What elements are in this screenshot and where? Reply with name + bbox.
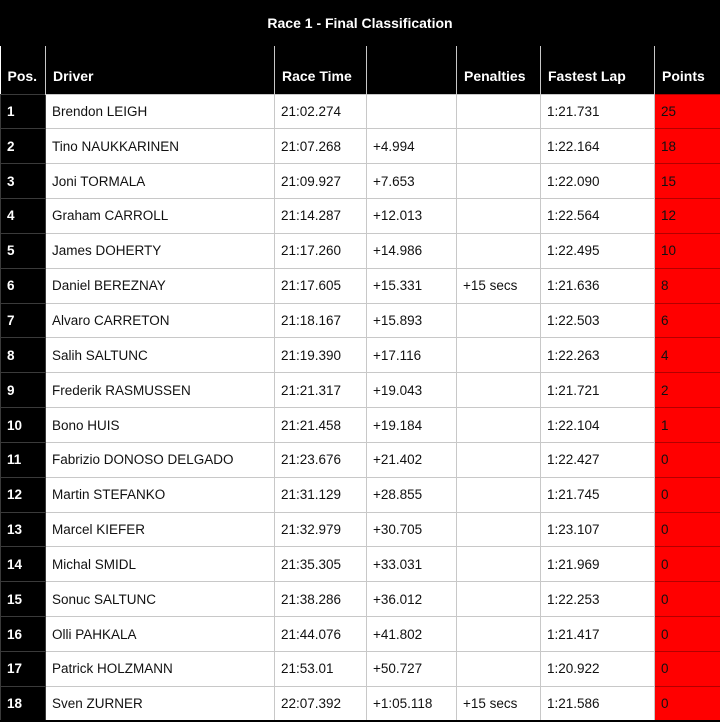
table-row bbox=[1, 477, 720, 512]
points-cell: 18 bbox=[655, 129, 720, 164]
driver-cell: Graham CARROLL bbox=[46, 199, 275, 234]
table-row bbox=[1, 512, 720, 547]
points-cell: 4 bbox=[655, 338, 720, 373]
gap-cell: +19.043 bbox=[367, 373, 457, 408]
driver-cell: Daniel BEREZNAY bbox=[46, 268, 275, 303]
pos-cell: 8 bbox=[1, 338, 46, 373]
pos-cell: 2 bbox=[1, 129, 46, 164]
gap-cell: +4.994 bbox=[367, 129, 457, 164]
points-cell: 8 bbox=[655, 268, 720, 303]
gap-cell: +50.727 bbox=[367, 652, 457, 687]
points-cell: 25 bbox=[655, 94, 720, 129]
points-cell: 0 bbox=[655, 652, 720, 687]
penalty-cell bbox=[457, 512, 541, 547]
race-time-cell: 21:38.286 bbox=[275, 582, 367, 617]
penalty-cell bbox=[457, 617, 541, 652]
header-row bbox=[1, 46, 720, 94]
fastest-lap-cell: 1:21.745 bbox=[541, 477, 655, 512]
driver-cell: Fabrizio DONOSO DELGADO bbox=[46, 442, 275, 477]
fastest-lap-cell: 1:22.263 bbox=[541, 338, 655, 373]
fastest-lap-cell: 1:22.503 bbox=[541, 303, 655, 338]
results-table bbox=[0, 46, 720, 722]
gap-cell: +7.653 bbox=[367, 164, 457, 199]
pos-cell: 5 bbox=[1, 233, 46, 268]
points-cell: 0 bbox=[655, 582, 720, 617]
driver-cell: Patrick HOLZMANN bbox=[46, 652, 275, 687]
driver-cell: Frederik RASMUSSEN bbox=[46, 373, 275, 408]
table-row bbox=[1, 547, 720, 582]
pos-cell: 9 bbox=[1, 373, 46, 408]
col-header-gap bbox=[367, 46, 457, 94]
race-time-cell: 21:19.390 bbox=[275, 338, 367, 373]
pos-cell: 18 bbox=[1, 686, 46, 721]
race-time-cell: 21:31.129 bbox=[275, 477, 367, 512]
penalty-cell bbox=[457, 547, 541, 582]
race-time-cell: 21:21.317 bbox=[275, 373, 367, 408]
driver-cell: Brendon LEIGH bbox=[46, 94, 275, 129]
fastest-lap-cell: 1:22.253 bbox=[541, 582, 655, 617]
race-time-cell: 22:07.392 bbox=[275, 686, 367, 721]
penalty-cell bbox=[457, 94, 541, 129]
points-cell: 0 bbox=[655, 442, 720, 477]
col-header-driver: Driver bbox=[46, 46, 275, 94]
driver-cell: Marcel KIEFER bbox=[46, 512, 275, 547]
race-time-cell: 21:02.274 bbox=[275, 94, 367, 129]
penalty-cell bbox=[457, 303, 541, 338]
race-time-cell: 21:21.458 bbox=[275, 408, 367, 443]
penalty-cell bbox=[457, 233, 541, 268]
race-time-cell: 21:23.676 bbox=[275, 442, 367, 477]
race-time-cell: 21:32.979 bbox=[275, 512, 367, 547]
pos-cell: 17 bbox=[1, 652, 46, 687]
race-time-cell: 21:09.927 bbox=[275, 164, 367, 199]
gap-cell: +19.184 bbox=[367, 408, 457, 443]
fastest-lap-cell: 1:20.922 bbox=[541, 652, 655, 687]
race-time-cell: 21:14.287 bbox=[275, 199, 367, 234]
pos-cell: 6 bbox=[1, 268, 46, 303]
table-row bbox=[1, 94, 720, 129]
gap-cell: +21.402 bbox=[367, 442, 457, 477]
penalty-cell bbox=[457, 338, 541, 373]
gap-cell: +14.986 bbox=[367, 233, 457, 268]
penalty-cell bbox=[457, 442, 541, 477]
driver-cell: Alvaro CARRETON bbox=[46, 303, 275, 338]
points-cell: 0 bbox=[655, 617, 720, 652]
points-cell: 0 bbox=[655, 512, 720, 547]
fastest-lap-cell: 1:21.721 bbox=[541, 373, 655, 408]
table-row bbox=[1, 338, 720, 373]
driver-cell: Joni TORMALA bbox=[46, 164, 275, 199]
gap-cell: +33.031 bbox=[367, 547, 457, 582]
gap-cell bbox=[367, 94, 457, 129]
penalty-cell: +15 secs bbox=[457, 268, 541, 303]
table-row bbox=[1, 164, 720, 199]
race-time-cell: 21:44.076 bbox=[275, 617, 367, 652]
driver-cell: Sven ZURNER bbox=[46, 686, 275, 721]
penalty-cell bbox=[457, 408, 541, 443]
table-row bbox=[1, 373, 720, 408]
points-cell: 2 bbox=[655, 373, 720, 408]
penalty-cell bbox=[457, 164, 541, 199]
points-cell: 0 bbox=[655, 686, 720, 721]
fastest-lap-cell: 1:22.564 bbox=[541, 199, 655, 234]
col-header-penalties: Penalties bbox=[457, 46, 541, 94]
gap-cell: +36.012 bbox=[367, 582, 457, 617]
pos-cell: 16 bbox=[1, 617, 46, 652]
pos-cell: 13 bbox=[1, 512, 46, 547]
table-row bbox=[1, 442, 720, 477]
penalty-cell: +15 secs bbox=[457, 686, 541, 721]
gap-cell: +1:05.118 bbox=[367, 686, 457, 721]
pos-cell: 15 bbox=[1, 582, 46, 617]
driver-cell: Sonuc SALTUNC bbox=[46, 582, 275, 617]
pos-cell: 1 bbox=[1, 94, 46, 129]
table-row bbox=[1, 199, 720, 234]
col-header-pos: Pos. bbox=[1, 46, 46, 94]
penalty-cell bbox=[457, 652, 541, 687]
points-cell: 6 bbox=[655, 303, 720, 338]
fastest-lap-cell: 1:21.417 bbox=[541, 617, 655, 652]
driver-cell: Martin STEFANKO bbox=[46, 477, 275, 512]
fastest-lap-cell: 1:22.164 bbox=[541, 129, 655, 164]
gap-cell: +15.893 bbox=[367, 303, 457, 338]
pos-cell: 10 bbox=[1, 408, 46, 443]
penalty-cell bbox=[457, 129, 541, 164]
table-row bbox=[1, 268, 720, 303]
gap-cell: +15.331 bbox=[367, 268, 457, 303]
col-header-fastest-lap: Fastest Lap bbox=[541, 46, 655, 94]
pos-cell: 4 bbox=[1, 199, 46, 234]
table-row bbox=[1, 652, 720, 687]
col-header-points: Points bbox=[655, 46, 720, 94]
fastest-lap-cell: 1:22.427 bbox=[541, 442, 655, 477]
race-time-cell: 21:17.260 bbox=[275, 233, 367, 268]
pos-cell: 14 bbox=[1, 547, 46, 582]
driver-cell: Olli PAHKALA bbox=[46, 617, 275, 652]
table-row bbox=[1, 129, 720, 164]
table-row bbox=[1, 408, 720, 443]
table-row bbox=[1, 617, 720, 652]
table-row bbox=[1, 686, 720, 721]
pos-cell: 3 bbox=[1, 164, 46, 199]
gap-cell: +28.855 bbox=[367, 477, 457, 512]
points-cell: 12 bbox=[655, 199, 720, 234]
gap-cell: +30.705 bbox=[367, 512, 457, 547]
race-time-cell: 21:53.01 bbox=[275, 652, 367, 687]
fastest-lap-cell: 1:22.495 bbox=[541, 233, 655, 268]
fastest-lap-cell: 1:22.104 bbox=[541, 408, 655, 443]
pos-cell: 11 bbox=[1, 442, 46, 477]
table-body bbox=[1, 94, 720, 721]
fastest-lap-cell: 1:21.586 bbox=[541, 686, 655, 721]
pos-cell: 7 bbox=[1, 303, 46, 338]
driver-cell: James DOHERTY bbox=[46, 233, 275, 268]
race-time-cell: 21:18.167 bbox=[275, 303, 367, 338]
driver-cell: Michal SMIDL bbox=[46, 547, 275, 582]
penalty-cell bbox=[457, 582, 541, 617]
points-cell: 15 bbox=[655, 164, 720, 199]
fastest-lap-cell: 1:21.636 bbox=[541, 268, 655, 303]
points-cell: 1 bbox=[655, 408, 720, 443]
col-header-race-time: Race Time bbox=[275, 46, 367, 94]
penalty-cell bbox=[457, 199, 541, 234]
driver-cell: Salih SALTUNC bbox=[46, 338, 275, 373]
race-time-cell: 21:35.305 bbox=[275, 547, 367, 582]
fastest-lap-cell: 1:22.090 bbox=[541, 164, 655, 199]
gap-cell: +17.116 bbox=[367, 338, 457, 373]
fastest-lap-cell: 1:23.107 bbox=[541, 512, 655, 547]
table-row bbox=[1, 233, 720, 268]
table-row bbox=[1, 582, 720, 617]
pos-cell: 12 bbox=[1, 477, 46, 512]
race-time-cell: 21:17.605 bbox=[275, 268, 367, 303]
penalty-cell bbox=[457, 477, 541, 512]
table-row bbox=[1, 303, 720, 338]
points-cell: 0 bbox=[655, 477, 720, 512]
penalty-cell bbox=[457, 373, 541, 408]
driver-cell: Tino NAUKKARINEN bbox=[46, 129, 275, 164]
driver-cell: Bono HUIS bbox=[46, 408, 275, 443]
fastest-lap-cell: 1:21.969 bbox=[541, 547, 655, 582]
gap-cell: +41.802 bbox=[367, 617, 457, 652]
race-time-cell: 21:07.268 bbox=[275, 129, 367, 164]
points-cell: 10 bbox=[655, 233, 720, 268]
table-title: Race 1 - Final Classification bbox=[0, 0, 720, 46]
gap-cell: +12.013 bbox=[367, 199, 457, 234]
points-cell: 0 bbox=[655, 547, 720, 582]
fastest-lap-cell: 1:21.731 bbox=[541, 94, 655, 129]
